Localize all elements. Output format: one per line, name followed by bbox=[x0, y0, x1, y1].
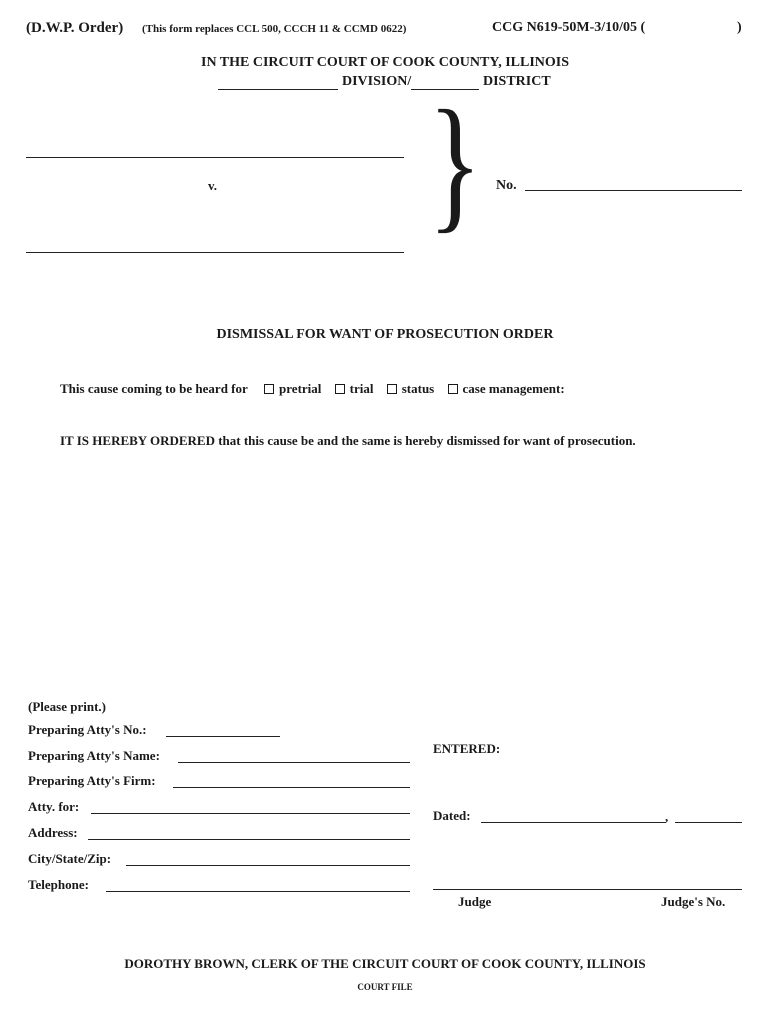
atty-for-field[interactable] bbox=[91, 813, 410, 814]
atty-name-label: Preparing Atty's Name: bbox=[28, 748, 160, 763]
division-field[interactable] bbox=[218, 89, 338, 90]
heard-for-line bbox=[60, 381, 575, 397]
option-label: status bbox=[401, 381, 435, 396]
judge-signature-line[interactable] bbox=[433, 889, 742, 890]
option-label: pretrial bbox=[279, 381, 322, 396]
dated-year-field[interactable] bbox=[675, 822, 742, 823]
judge-no-label: Judge's No. bbox=[661, 894, 726, 909]
dated-label: Dated: bbox=[433, 808, 471, 823]
plaintiff-field[interactable] bbox=[26, 157, 404, 158]
order-title: DISMISSAL FOR WANT OF PROSECUTION ORDER bbox=[216, 327, 554, 342]
checkbox-icon[interactable] bbox=[448, 384, 458, 394]
entered-label: ENTERED: bbox=[433, 741, 501, 756]
option-status[interactable] bbox=[387, 381, 435, 397]
defendant-field[interactable] bbox=[26, 252, 404, 253]
checkbox-icon[interactable] bbox=[335, 384, 345, 394]
telephone-label: Telephone: bbox=[28, 877, 89, 892]
option-label: case management: bbox=[462, 381, 565, 396]
atty-no-field[interactable] bbox=[166, 736, 280, 737]
case-number-field[interactable] bbox=[525, 190, 742, 191]
form-name: (D.W.P. Order) bbox=[26, 20, 124, 36]
option-trial[interactable] bbox=[335, 381, 374, 397]
dated-field[interactable] bbox=[481, 822, 666, 823]
case-number-label: No. bbox=[496, 178, 517, 193]
clerk-footer: DOROTHY BROWN, CLERK OF THE CIRCUIT COURT OF COOK COUNTY, ILLINOIS bbox=[124, 956, 646, 971]
option-pretrial[interactable] bbox=[264, 381, 321, 397]
caption-brace: } bbox=[428, 80, 482, 246]
telephone-field[interactable] bbox=[106, 891, 410, 892]
versus-label: v. bbox=[208, 178, 218, 193]
form-code-close: ) bbox=[737, 20, 742, 35]
city-state-zip-field[interactable] bbox=[126, 865, 410, 866]
address-field[interactable] bbox=[88, 839, 410, 840]
atty-firm-label: Preparing Atty's Firm: bbox=[28, 773, 156, 788]
checkbox-icon[interactable] bbox=[264, 384, 274, 394]
please-print-note: (Please print.) bbox=[28, 699, 106, 714]
copy-designation: COURT FILE bbox=[357, 982, 413, 992]
checkbox-icon[interactable] bbox=[387, 384, 397, 394]
atty-name-field[interactable] bbox=[178, 762, 410, 763]
form-code: CCG N619-50M-3/10/05 ( bbox=[492, 20, 646, 35]
option-case-management[interactable] bbox=[448, 381, 565, 397]
order-text: IT IS HEREBY ORDERED that this cause be and the same is hereby dismissed for want of prosecution. bbox=[60, 433, 636, 448]
district-label: DISTRICT bbox=[483, 74, 551, 89]
address-label: Address: bbox=[28, 825, 78, 840]
division-label: DIVISION/ bbox=[342, 74, 412, 89]
atty-no-label: Preparing Atty's No.: bbox=[28, 722, 147, 737]
dated-comma: , bbox=[665, 809, 669, 824]
court-title: IN THE CIRCUIT COURT OF COOK COUNTY, ILLINOIS bbox=[201, 55, 569, 70]
city-state-zip-label: City/State/Zip: bbox=[28, 851, 112, 866]
option-label: trial bbox=[349, 381, 374, 396]
judge-label: Judge bbox=[458, 894, 492, 909]
atty-for-label: Atty. for: bbox=[28, 799, 80, 814]
atty-firm-field[interactable] bbox=[173, 787, 410, 788]
form-replaces-note: (This form replaces CCL 500, CCCH 11 & CCMD 0622) bbox=[142, 23, 407, 35]
heard-for-label: This cause coming to be heard for bbox=[60, 381, 248, 396]
